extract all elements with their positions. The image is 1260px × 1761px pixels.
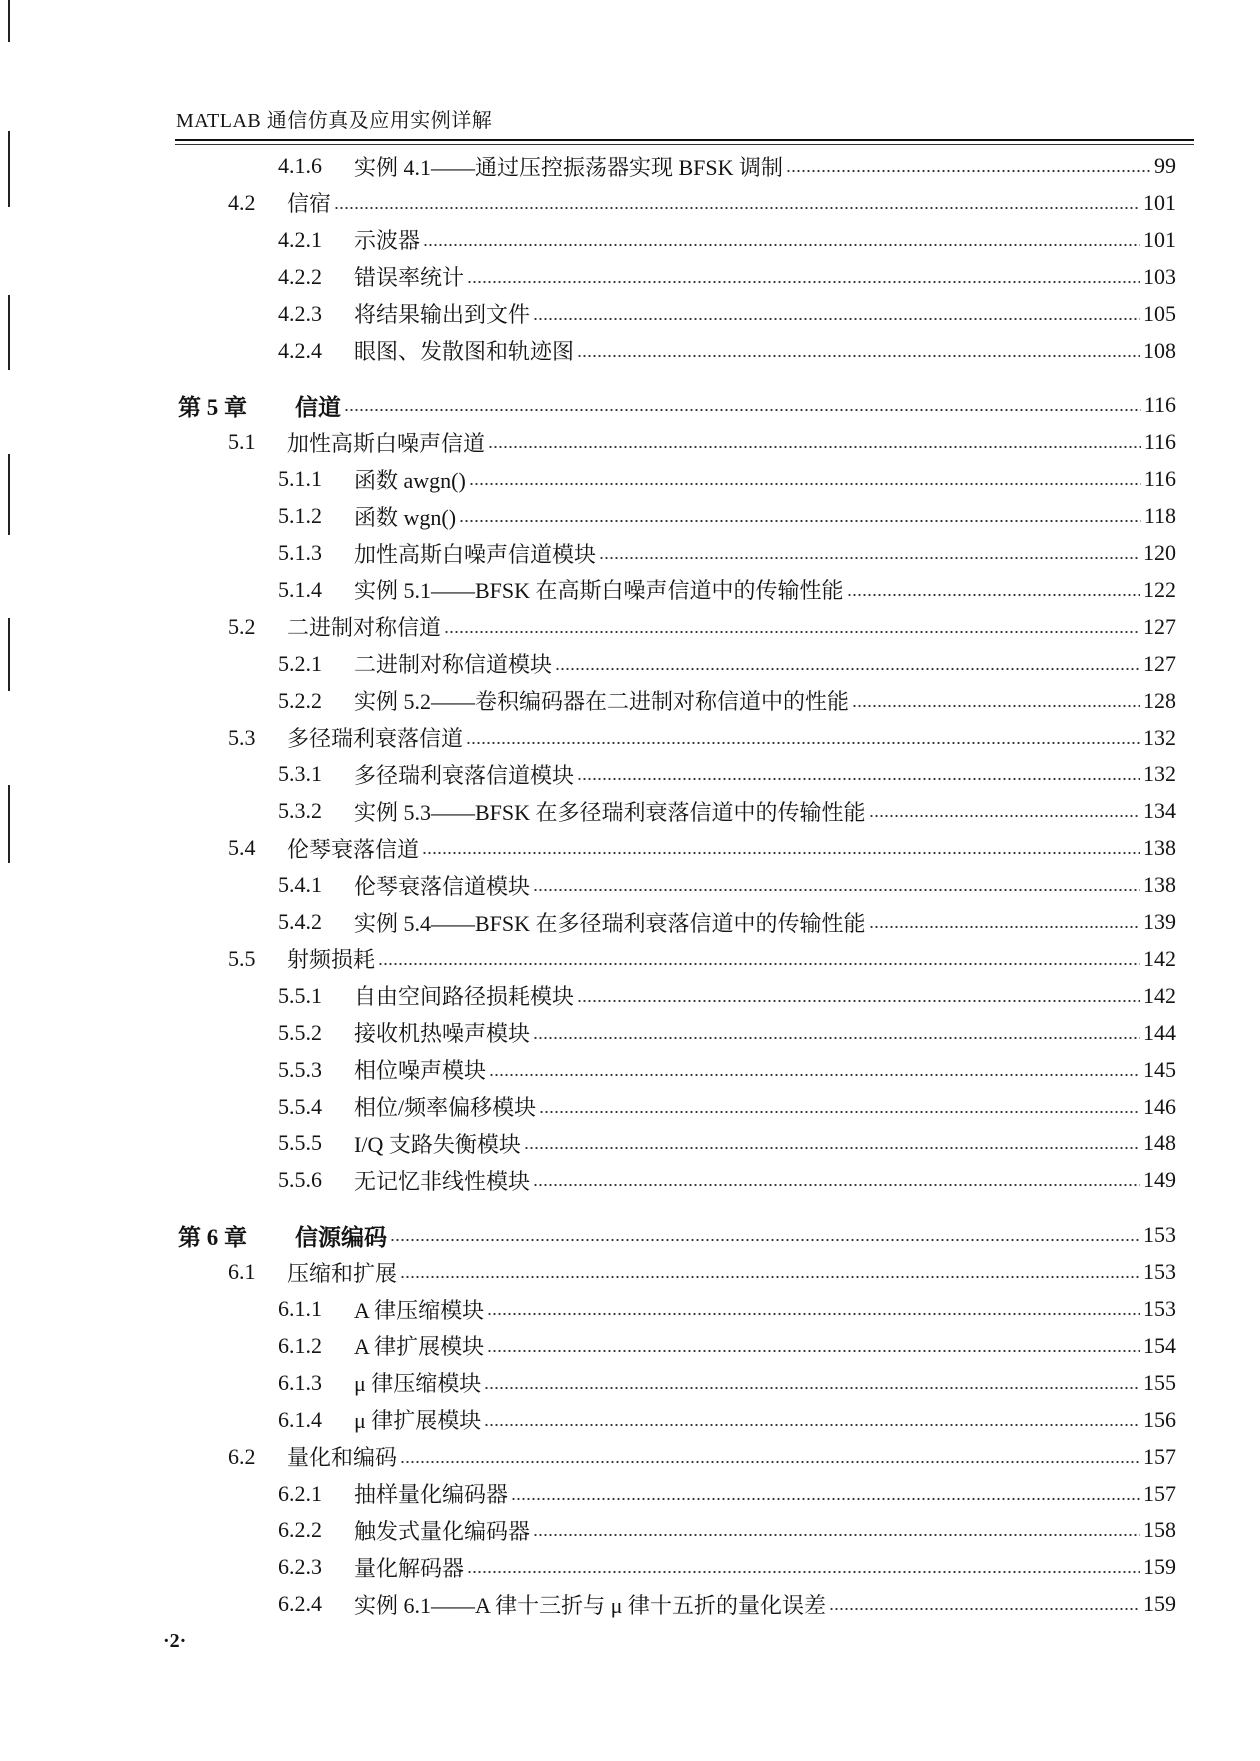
entry-title: 二进制对称信道模块 bbox=[354, 652, 553, 678]
entry-title: 加性高斯白噪声信道模块 bbox=[354, 541, 597, 567]
entry-number: 5.1.3 bbox=[278, 540, 322, 565]
toc-entry bbox=[278, 262, 1176, 292]
toc-entry bbox=[278, 1294, 1176, 1324]
entry-number: 6.1 bbox=[228, 1259, 256, 1285]
page-number: 138 bbox=[1143, 835, 1176, 861]
page-number: 149 bbox=[1143, 1167, 1176, 1193]
page-number: 105 bbox=[1143, 300, 1176, 326]
toc-entry bbox=[278, 464, 1176, 494]
entry-number: 5.5.2 bbox=[278, 1019, 322, 1045]
page-number: 99 bbox=[1154, 153, 1176, 178]
entry-number: 6.2.3 bbox=[278, 1554, 322, 1580]
entry-title: 函数 wgn() bbox=[354, 504, 457, 530]
dot-leader bbox=[869, 923, 1140, 931]
dot-leader bbox=[533, 315, 1140, 323]
running-header: MATLAB 通信仿真及应用实例详解 bbox=[176, 110, 493, 132]
toc-entry bbox=[228, 723, 1176, 753]
entry-title: 信道 bbox=[295, 394, 341, 420]
entry-title: 无记忆非线性模块 bbox=[354, 1168, 531, 1194]
entry-number: 6.1.2 bbox=[278, 1332, 322, 1358]
entry-number: 6.1.4 bbox=[278, 1406, 322, 1432]
entry-number: 5.1 bbox=[228, 429, 256, 455]
toc-entry bbox=[278, 538, 1176, 568]
entry-title: 错误率统计 bbox=[354, 265, 465, 291]
toc-entry bbox=[278, 336, 1176, 366]
toc-entry bbox=[228, 612, 1176, 642]
entry-title: 将结果输出到文件 bbox=[354, 302, 531, 328]
page-number: 155 bbox=[1143, 1369, 1176, 1395]
dot-leader bbox=[422, 849, 1140, 857]
page-number: 116 bbox=[1143, 392, 1176, 418]
toc-entry bbox=[278, 796, 1176, 826]
entry-title: 射频损耗 bbox=[287, 947, 376, 973]
entry-title: μ 律扩展模块 bbox=[354, 1408, 482, 1434]
entry-number: 第 6 章 bbox=[178, 1224, 247, 1250]
entry-title: 接收机热噪声模块 bbox=[354, 1021, 531, 1047]
entry-title: 函数 awgn() bbox=[354, 467, 466, 493]
entry-title: 相位噪声模块 bbox=[354, 1058, 487, 1084]
page-number: 134 bbox=[1143, 798, 1176, 824]
entry-title: 眼图、发散图和轨迹图 bbox=[354, 339, 575, 364]
entry-number: 4.2.1 bbox=[278, 226, 322, 252]
toc-entry bbox=[278, 1405, 1176, 1435]
entry-number: 6.2.4 bbox=[278, 1591, 322, 1617]
page-number: 127 bbox=[1143, 650, 1176, 676]
dot-leader bbox=[487, 1310, 1140, 1318]
entry-number: 5.1.2 bbox=[278, 503, 322, 529]
page-number: 132 bbox=[1143, 724, 1176, 750]
page-number: 153 bbox=[1143, 1222, 1176, 1248]
entry-number: 5.5.4 bbox=[278, 1093, 322, 1119]
dot-leader bbox=[533, 886, 1140, 894]
entry-number: 4.1.6 bbox=[278, 153, 322, 178]
toc-entry bbox=[278, 1515, 1176, 1545]
entry-title: 自由空间路径损耗模块 bbox=[354, 984, 575, 1010]
page-number: 101 bbox=[1143, 189, 1176, 215]
dot-leader bbox=[852, 702, 1140, 710]
entry-number: 6.2.2 bbox=[278, 1517, 322, 1543]
entry-number: 5.5 bbox=[228, 945, 256, 971]
toc-entry bbox=[228, 188, 1176, 218]
dot-leader bbox=[869, 812, 1140, 820]
entry-number: 第 5 章 bbox=[178, 394, 247, 420]
toc-entry bbox=[278, 1552, 1176, 1582]
entry-title: μ 律压缩模块 bbox=[354, 1371, 482, 1397]
page-number: 122 bbox=[1143, 576, 1176, 602]
toc-entry bbox=[278, 225, 1176, 255]
entry-title: 二进制对称信道 bbox=[287, 615, 442, 641]
toc-entry bbox=[278, 759, 1176, 789]
entry-number: 4.2 bbox=[228, 189, 256, 215]
dot-leader bbox=[533, 1531, 1140, 1539]
entry-number: 5.4 bbox=[228, 835, 256, 861]
dot-leader bbox=[577, 352, 1140, 360]
page-number: 142 bbox=[1143, 945, 1176, 971]
entry-title: I/Q 支路失衡模块 bbox=[354, 1131, 521, 1157]
dot-leader bbox=[577, 775, 1140, 783]
dot-leader bbox=[390, 1236, 1140, 1244]
entry-title: 量化解码器 bbox=[354, 1555, 465, 1581]
dot-leader bbox=[829, 1605, 1140, 1613]
entry-title: A 律压缩模块 bbox=[354, 1297, 485, 1323]
entry-number: 5.3 bbox=[228, 724, 256, 750]
toc-entry bbox=[278, 1092, 1176, 1122]
page-number: 142 bbox=[1143, 982, 1176, 1008]
entry-title: 加性高斯白噪声信道 bbox=[287, 430, 486, 456]
dot-leader bbox=[533, 1034, 1140, 1042]
entry-title: 示波器 bbox=[354, 228, 421, 254]
entry-title: 实例 5.2——卷积编码器在二进制对称信道中的性能 bbox=[354, 689, 850, 715]
page-number: 144 bbox=[1143, 1019, 1176, 1045]
toc-entry bbox=[228, 427, 1176, 457]
dot-leader bbox=[484, 1421, 1140, 1429]
page-number: 103 bbox=[1143, 263, 1176, 289]
dot-leader bbox=[577, 997, 1140, 1005]
toc-entry bbox=[228, 1442, 1176, 1472]
toc-entry bbox=[278, 870, 1176, 900]
entry-number: 4.2.2 bbox=[278, 263, 322, 289]
page-number: 156 bbox=[1143, 1406, 1176, 1432]
entry-number: 4.2.4 bbox=[278, 337, 322, 363]
toc-entry bbox=[278, 1331, 1176, 1361]
entry-number: 4.2.3 bbox=[278, 300, 322, 326]
page-number: 146 bbox=[1143, 1093, 1176, 1119]
toc-entry bbox=[278, 1128, 1176, 1158]
page-number: 153 bbox=[1143, 1259, 1176, 1285]
dot-leader bbox=[467, 278, 1140, 286]
toc-entry bbox=[178, 1220, 1176, 1250]
page-number: 101 bbox=[1143, 226, 1176, 252]
entry-title: 实例 5.1——BFSK 在高斯白噪声信道中的传输性能 bbox=[354, 578, 844, 604]
entry-number: 5.2 bbox=[228, 613, 256, 639]
toc-entry bbox=[278, 575, 1176, 605]
entry-number: 6.1.1 bbox=[278, 1296, 322, 1321]
toc-entry bbox=[278, 981, 1176, 1011]
entry-title: 触发式量化编码器 bbox=[354, 1518, 531, 1544]
dot-leader bbox=[555, 665, 1140, 673]
entry-number: 5.4.1 bbox=[278, 872, 322, 898]
dot-leader bbox=[344, 406, 1141, 414]
toc-entry bbox=[278, 907, 1176, 937]
page-number: 159 bbox=[1143, 1591, 1176, 1617]
dot-leader bbox=[334, 204, 1140, 212]
dot-leader bbox=[459, 517, 1141, 525]
entry-number: 5.3.2 bbox=[278, 798, 322, 824]
dot-leader bbox=[484, 1384, 1140, 1392]
toc-entry bbox=[278, 1368, 1176, 1398]
entry-number: 5.2.1 bbox=[278, 650, 322, 676]
entry-title: 实例 5.3——BFSK 在多径瑞利衰落信道中的传输性能 bbox=[354, 799, 866, 825]
entry-number: 5.1.1 bbox=[278, 466, 322, 492]
page-number: 116 bbox=[1143, 466, 1176, 492]
entry-title: 相位/频率偏移模块 bbox=[354, 1095, 537, 1120]
toc-entry bbox=[228, 1257, 1176, 1287]
dot-leader bbox=[469, 480, 1141, 488]
dot-leader bbox=[847, 591, 1140, 599]
page-number: 118 bbox=[1143, 503, 1176, 529]
entry-title: 实例 6.1——A 律十三折与 μ 律十五折的量化误差 bbox=[354, 1592, 826, 1618]
page-number: 159 bbox=[1143, 1554, 1176, 1580]
toc-entry bbox=[228, 944, 1176, 974]
page-number: 132 bbox=[1143, 761, 1176, 787]
page-number: 139 bbox=[1143, 909, 1176, 934]
entry-number: 6.1.3 bbox=[278, 1369, 322, 1395]
entry-title: 伦琴衰落信道模块 bbox=[354, 873, 531, 899]
dot-leader bbox=[444, 628, 1140, 636]
page-number: 116 bbox=[1143, 429, 1176, 455]
page-number: 154 bbox=[1143, 1332, 1176, 1358]
dot-leader bbox=[524, 1144, 1140, 1152]
toc-entry bbox=[278, 1479, 1176, 1509]
entry-number: 5.5.5 bbox=[278, 1130, 322, 1156]
entry-title: 量化和编码 bbox=[287, 1445, 398, 1471]
dot-leader bbox=[467, 1568, 1140, 1576]
entry-number: 6.2.1 bbox=[278, 1480, 322, 1506]
page-number: 127 bbox=[1143, 613, 1176, 639]
dot-leader bbox=[466, 739, 1140, 747]
toc-entry bbox=[278, 1165, 1176, 1195]
page-number: 157 bbox=[1143, 1480, 1176, 1506]
page-number: 148 bbox=[1143, 1130, 1176, 1156]
page-number: 138 bbox=[1143, 872, 1176, 898]
page-number: 108 bbox=[1143, 337, 1176, 363]
entry-number: 5.5.3 bbox=[278, 1056, 322, 1082]
page-number: 157 bbox=[1143, 1443, 1176, 1469]
toc-entry bbox=[278, 1589, 1176, 1619]
dot-leader bbox=[511, 1495, 1140, 1503]
toc-entry bbox=[278, 1018, 1176, 1048]
toc-entry bbox=[278, 649, 1176, 679]
entry-title: 信宿 bbox=[287, 191, 332, 217]
entry-title: 多径瑞利衰落信道模块 bbox=[354, 762, 575, 788]
page-number: 128 bbox=[1143, 687, 1176, 713]
entry-number: 5.5.6 bbox=[278, 1167, 322, 1193]
entry-number: 6.2 bbox=[228, 1443, 256, 1469]
entry-title: 信源编码 bbox=[295, 1224, 387, 1250]
entry-title: 多径瑞利衰落信道 bbox=[287, 726, 464, 751]
dot-leader bbox=[400, 1458, 1140, 1466]
entry-number: 5.4.2 bbox=[278, 909, 322, 934]
dot-leader bbox=[533, 1181, 1140, 1189]
toc-entry bbox=[278, 501, 1176, 531]
entry-title: 伦琴衰落信道 bbox=[287, 836, 420, 862]
entry-title: 抽样量化编码器 bbox=[354, 1482, 509, 1507]
page-number: 120 bbox=[1143, 540, 1176, 565]
dot-leader bbox=[599, 554, 1140, 562]
dot-leader bbox=[487, 1347, 1140, 1355]
toc-entry bbox=[278, 686, 1176, 716]
dot-leader bbox=[378, 960, 1140, 968]
page-number-footer: ·2· bbox=[163, 1630, 187, 1652]
toc-entry bbox=[278, 299, 1176, 329]
entry-title: 压缩和扩展 bbox=[287, 1260, 398, 1286]
entry-number: 5.3.1 bbox=[278, 761, 322, 787]
dot-leader bbox=[489, 1071, 1140, 1079]
toc-entry bbox=[228, 833, 1176, 863]
entry-number: 5.1.4 bbox=[278, 576, 322, 602]
entry-title: 实例 4.1——通过压控振荡器实现 BFSK 调制 bbox=[354, 154, 784, 180]
entry-number: 5.2.2 bbox=[278, 687, 322, 713]
entry-number: 5.5.1 bbox=[278, 982, 322, 1008]
page-number: 145 bbox=[1143, 1056, 1176, 1082]
page-number: 153 bbox=[1143, 1296, 1176, 1321]
dot-leader bbox=[400, 1273, 1140, 1281]
toc-entry bbox=[178, 390, 1176, 420]
toc-entry bbox=[278, 151, 1176, 181]
dot-leader bbox=[488, 443, 1141, 451]
dot-leader bbox=[539, 1108, 1140, 1116]
dot-leader bbox=[786, 167, 1151, 175]
entry-title: 实例 5.4——BFSK 在多径瑞利衰落信道中的传输性能 bbox=[354, 910, 866, 936]
dot-leader bbox=[423, 241, 1140, 249]
entry-title: A 律扩展模块 bbox=[354, 1334, 485, 1360]
page-number: 158 bbox=[1143, 1517, 1176, 1543]
toc-entry bbox=[278, 1055, 1176, 1085]
